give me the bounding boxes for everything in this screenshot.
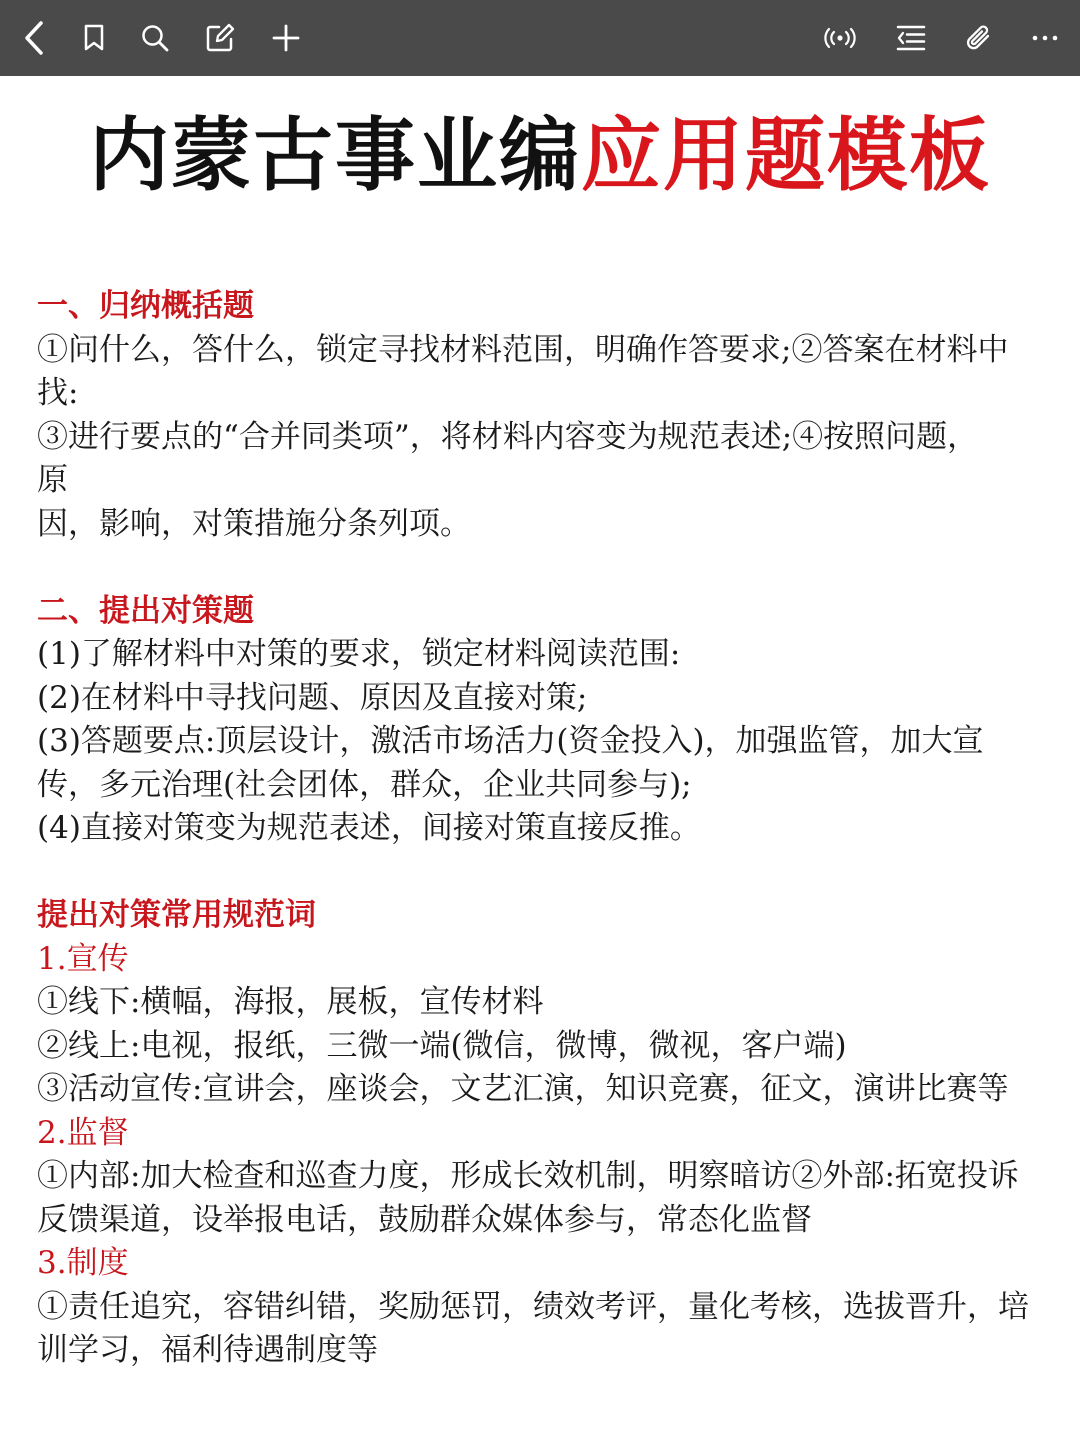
text-line: 因，影响，对策措施分条列项。: [37, 505, 471, 542]
subsection-title: 1.宣传: [37, 940, 129, 977]
section-heading: 一、归纳概括题: [37, 288, 254, 324]
text-line: 原: [37, 462, 68, 498]
subsection-title: 2.监督: [37, 1114, 129, 1151]
text-line: ①责任追究，容错纠错，奖励惩罚，绩效考评，量化考核，选拔晋升，培: [37, 1288, 1029, 1325]
attachment-icon[interactable]: [955, 14, 1003, 62]
text-line: ①线下:横幅，海报，展板，宣传材料: [37, 984, 544, 1020]
text-line: ③进行要点的“合并同类项”，将材料内容变为规范表述;④按照问题，: [37, 418, 979, 455]
spacer: [37, 546, 1047, 590]
text-line: 找:: [37, 375, 79, 411]
section-heading: 二、提出对策题: [37, 592, 254, 629]
text-line: 传，多元治理(社会团体，群众，企业共同参与);: [37, 766, 692, 803]
text-line: (4)直接对策变为规范表述，间接对策直接反推。: [37, 810, 701, 846]
text-line: 反馈渠道，设举报电话，鼓励群众媒体参与，常态化监督: [37, 1201, 812, 1238]
top-toolbar: [0, 0, 1080, 76]
section-heading: 提出对策常用规范词: [37, 897, 316, 933]
text-line: (3)答题要点:顶层设计，激活市场活力(资金投入)，加强监管，加大宣: [37, 723, 984, 759]
audio-icon[interactable]: [816, 14, 864, 62]
text-line: (1)了解材料中对策的要求，锁定材料阅读范围:: [37, 636, 681, 672]
spacer: [37, 851, 1047, 895]
add-icon[interactable]: [262, 14, 310, 62]
text-line: ①内部:加大检查和巡查力度，形成长效机制，明察暗访②外部:拓宽投诉: [37, 1158, 1019, 1194]
edit-icon[interactable]: [196, 14, 244, 62]
outline-icon[interactable]: [887, 14, 935, 62]
title-black-part: 内蒙古事业编: [89, 109, 581, 202]
title-red-part: 应用题模板: [581, 109, 991, 202]
back-icon[interactable]: [10, 14, 58, 62]
document-body: [37, 285, 1047, 1373]
text-line: ②线上:电视，报纸，三微一端(微信，微博，微视，客户端): [37, 1027, 847, 1064]
bookmark-icon[interactable]: [70, 14, 118, 62]
text-line: ③活动宣传:宣讲会，座谈会，文艺汇演，知识竞赛，征文，演讲比赛等: [37, 1071, 1009, 1107]
text-line: 训学习，福利待遇制度等: [37, 1332, 378, 1368]
text-line: (2)在材料中寻找问题、原因及直接对策;: [37, 679, 588, 716]
search-icon[interactable]: [131, 14, 179, 62]
subsection-title: 3.制度: [37, 1245, 129, 1281]
text-line: ①问什么，答什么，锁定寻找材料范围，明确作答要求;②答案在材料中: [37, 331, 1009, 368]
more-icon[interactable]: [1021, 14, 1069, 62]
page-title: [0, 108, 1080, 204]
